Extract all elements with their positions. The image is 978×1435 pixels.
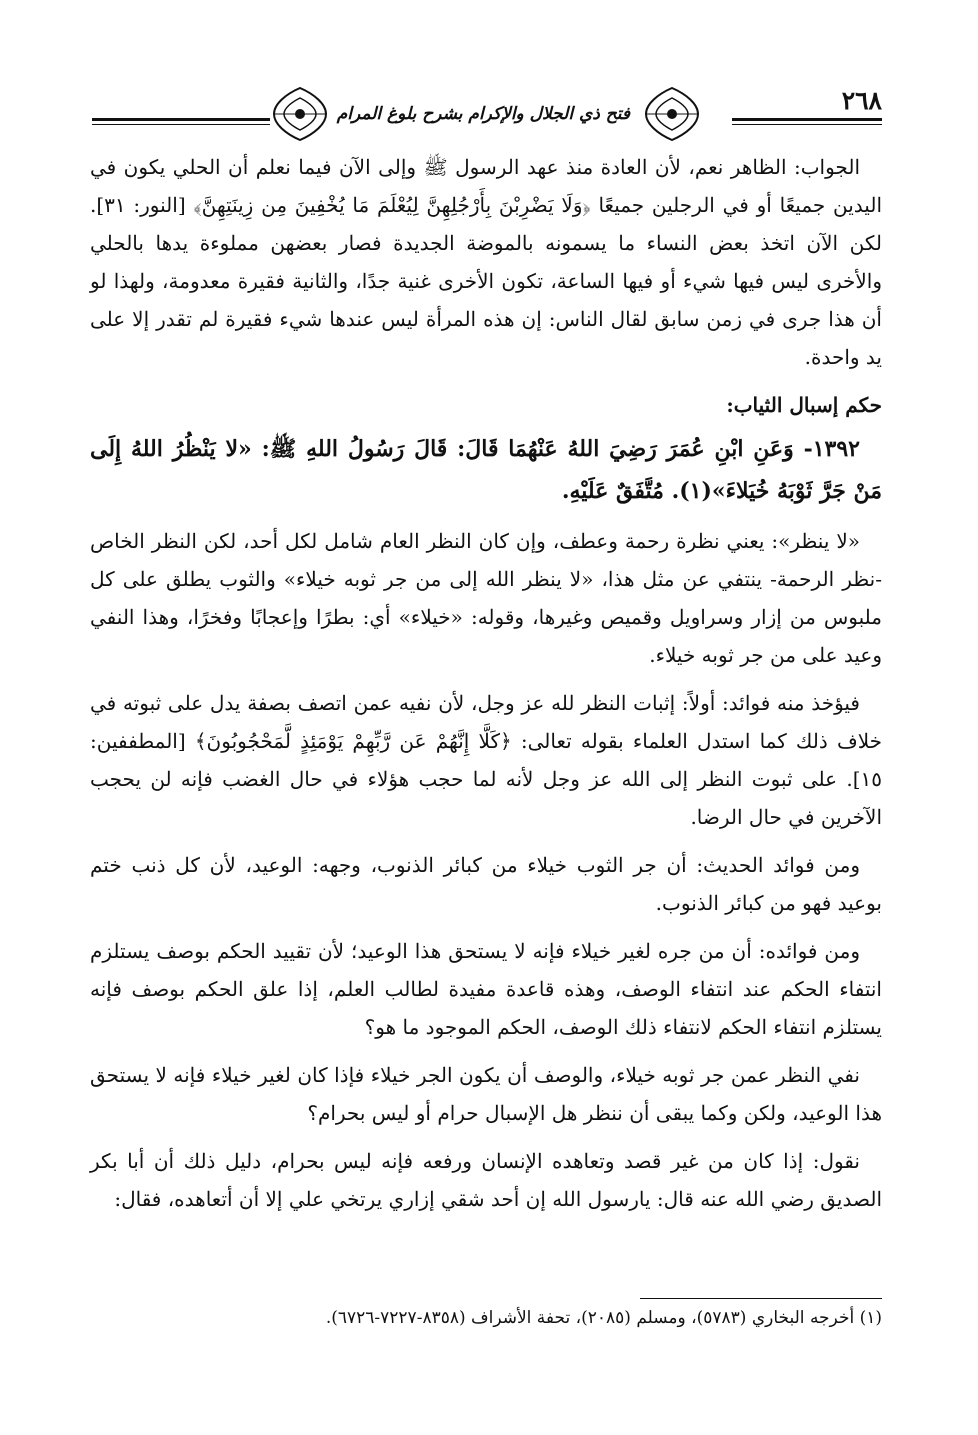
footnote: (١) أخرجه البخاري (٥٧٨٣)، ومسلم (٢٠٨٥)، تحفة الأشراف (٨٣٥٨-٧٢٢٧-٦٧٢٦).: [325, 1308, 882, 1328]
paragraph: نفي النظر عمن جر ثوبه خيلاء، والوصف أن يكون الجر خيلاء فإذا كان لغير خيلاء فإنه لا يستحق هذا الوعيد، ولكن وكما يبقى أن ننظر هل الإسبال حرام أو ليس بحرام؟: [90, 1063, 882, 1125]
paragraph: ومن فوائده: أن من جره لغير خيلاء فإنه لا يستحق هذا الوعيد؛ لأن تقييد الحكم بوصف يستلزم انتفاء الحكم عند انتفاء الوصف، وهذه قاعدة مفيدة لطالب العلم، إذا علق الحكم بوصف فإنه يستلزم انتفاء الحكم لانتفاء ذلك الوصف، الحكم الموجود ما هو؟: [90, 939, 882, 1039]
page-number: ٢٦٨: [841, 86, 882, 115]
paragraph: «لا ينظر»: يعني نظرة رحمة وعطف، وإن كان النظر العام شامل لكل أحد، لكن النظر الخاص -نظر الرحمة- ينتفي عن مثل هذا، «لا ينظر الله إلى من جر ثوبه خيلاء» والثوب يطلق على كل ملبوس من إزار وسراويل وقميص وغيرها، وقوله: «خيلاء» أي: بطرًا وإعجابًا وفخرًا، وهذا النفي وعيد على من جر ثوبه خيلاء.: [90, 529, 882, 667]
paragraph: الجواب: الظاهر نعم، لأن العادة منذ عهد الرسول ﷺ وإلى الآن فيما نعلم أن الحلي يكون في اليدين جميعًا أو في الرجلين جميعًا ﴿وَلَا يَضْرِبْنَ بِأَرْجُلِهِنَّ لِيُعْلَمَ مَا يُخْفِينَ مِن زِينَتِهِنَّ﴾ [النور: ٣١]. لكن الآن اتخذ بعض النساء ما يسمونه بالموضة الجديدة فصار بعضهن مملوءة يدها بالحلي والأخرى ليس فيها شيء أو فيها الساعة، تكون الأخرى غنية جدًا، والثانية فقيرة معدومة، ولهذا لو أن هذا جرى في زمن سابق لقال الناس: إن هذه المرأة ليس عندها شيء فقيرة لم تقدر إلا على يد واحدة.: [90, 155, 882, 369]
header-rule-left-thin: [92, 124, 270, 125]
page-header: [92, 84, 882, 146]
header-rule-right: [732, 118, 882, 121]
header-rule-left: [92, 118, 270, 121]
paragraph: فيؤخذ منه فوائد: أولاً: إثبات النظر لله عز وجل، لأن نفيه عمن اتصف بصفة يدل على ثبوته في خلاف ذلك كما استدل العلماء بقوله تعالى: ﴿كَلَّا إِنَّهُمْ عَن رَّبِّهِمْ يَوْمَئِذٍ لَّمَحْجُوبُونَ﴾ [المطففين: ١٥]. على ثبوت النظر إلى الله عز وجل لأنه لما حجب هؤلاء في حال الغضب فإنه لن يحجب الآخرين في حال الرضا.: [90, 691, 882, 829]
section-heading: حكم إسبال الثياب:: [726, 393, 882, 417]
book-title: فتح ذي الجلال والإكرام بشرح بلوغ المرام: [336, 104, 630, 124]
ornament-right-icon: [642, 84, 702, 144]
paragraph: نقول: إذا كان من غير قصد وتعاهده الإنسان ورفعه فإنه ليس بحرام، دليل ذلك أن أبا بكر الصديق رضي الله عنه قال: يارسول الله إن أحد شقي إزاري يرتخي علي إلا أن أتعاهده، فقال:: [90, 1149, 882, 1211]
hadith-text: ١٣٩٢- وَعَنِ ابْنِ عُمَرَ رَضِيَ اللهُ عَنْهُمَا قَالَ: قَالَ رَسُولُ اللهِ ﷺ: «لا يَنْظُرُ اللهُ إِلَى مَنْ جَرَّ ثَوْبَهُ خُيَلاءَ»(١). مُتَّفَقٌ عَلَيْهِ.: [90, 436, 882, 504]
paragraph: ومن فوائد الحديث: أن جر الثوب خيلاء من كبائر الذنوب، وجهه: الوعيد، لأن كل ذنب ختم بوعيد فهو من كبائر الذنوب.: [90, 853, 882, 915]
header-rule-right-thin: [732, 124, 882, 125]
footnote-divider: [640, 1298, 882, 1299]
ornament-left-icon: [270, 84, 330, 144]
main-content: [90, 148, 882, 1228]
